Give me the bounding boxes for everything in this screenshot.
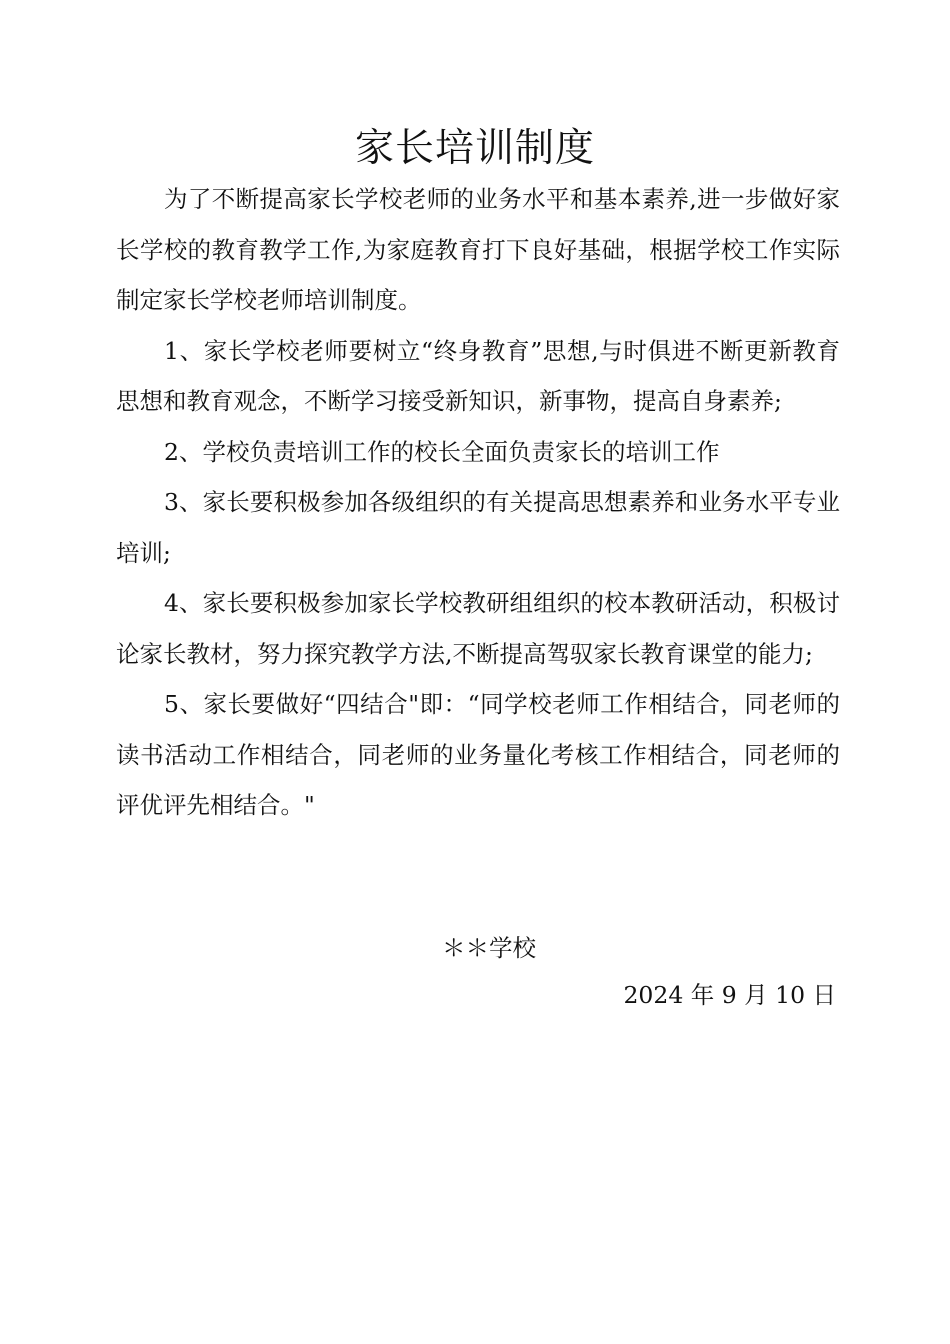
paragraph-item-3: 3、家长要积极参加各级组织的有关提高思想素养和业务水平专业培训; bbox=[116, 488, 840, 567]
paragraph-item-2: 2、学校负责培训工作的校长全面负责家长的培训工作 bbox=[164, 437, 720, 466]
paragraph-intro: 为了不断提高家长学校老师的业务水平和基本素养,进一步做好家长学校的教育教学工作,为家庭教育打下良好基础，根据学校工作实际制定家长学校老师培训制度。 bbox=[116, 185, 840, 314]
paragraph-item-1: 1、家长学校老师要树立“终身教育”思想,与时俱进不断更新教育思想和教育观念，不断学习接受新知识，新事物，提高自身素养; bbox=[116, 336, 840, 415]
document-title: 家长培训制度 bbox=[354, 126, 595, 171]
document-body bbox=[116, 174, 840, 831]
signature-school: ＊＊学校 bbox=[442, 934, 536, 962]
document-date: 2024 年 9 月 10 日 bbox=[623, 981, 836, 1009]
signature-block bbox=[0, 928, 950, 968]
paragraph-item-5: 5、家长要做好“四结合"即：“同学校老师工作相结合，同老师的读书活动工作相结合，同老师的业务量化考核工作相结合，同老师的评优评先相结合。" bbox=[116, 690, 840, 819]
paragraph-item-4: 4、家长要积极参加家长学校教研组组织的校本教研活动，积极讨论家长教材，努力探究教学方法,不断提高驾驭家长教育课堂的能力; bbox=[116, 589, 840, 668]
